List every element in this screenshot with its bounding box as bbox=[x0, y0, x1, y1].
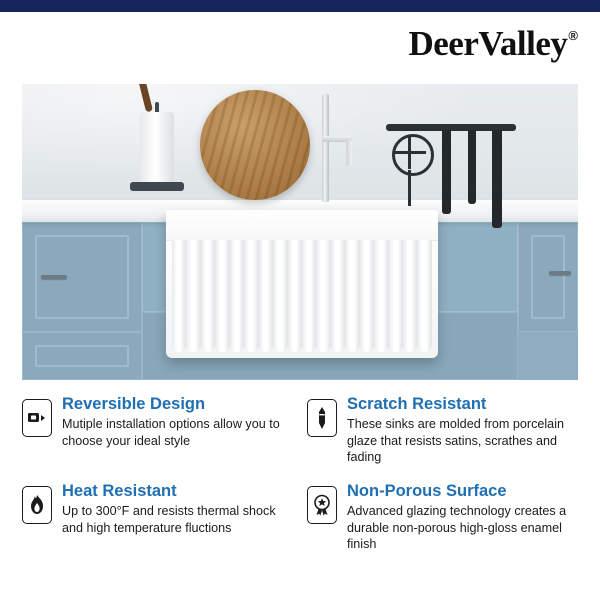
feature-title: Non-Porous Surface bbox=[347, 481, 507, 500]
feature-text bbox=[347, 395, 578, 466]
faucet-column bbox=[322, 94, 329, 202]
brand-logo bbox=[408, 26, 578, 61]
flute bbox=[273, 240, 287, 352]
feature-item-reversible-design bbox=[22, 395, 293, 466]
scratch-pen-glyph bbox=[308, 400, 336, 436]
brand-name-second: Valley bbox=[478, 24, 568, 63]
wood-grain-texture bbox=[200, 90, 310, 200]
feature-title: Heat Resistant bbox=[62, 481, 177, 500]
cabinet-panel-inset bbox=[531, 235, 565, 319]
reversible-panel-glyph bbox=[23, 400, 51, 436]
reversible-panel-icon bbox=[22, 399, 52, 437]
feature-list bbox=[22, 395, 578, 553]
flute bbox=[374, 240, 388, 352]
award-seal-svg bbox=[312, 493, 332, 517]
flute bbox=[172, 240, 186, 352]
hero-product-photo bbox=[22, 84, 578, 380]
feature-title: Scratch Resistant bbox=[347, 395, 487, 413]
brand-name bbox=[408, 26, 567, 61]
reversible-panel-svg bbox=[27, 410, 47, 426]
sink-fluted-apron bbox=[172, 240, 432, 352]
fluted-farmhouse-sink bbox=[166, 210, 438, 358]
cabinet-drawer-left-lower bbox=[22, 332, 142, 380]
cabinet-handle bbox=[41, 275, 67, 279]
feature-description: Mutiple installation options allow you to choose your ideal style bbox=[62, 417, 280, 448]
knife-icon bbox=[492, 130, 502, 228]
whisk-ring bbox=[392, 134, 434, 176]
cabinet-door-right bbox=[518, 222, 578, 332]
brand-name-first: Deer bbox=[408, 24, 479, 63]
award-seal-glyph bbox=[308, 487, 336, 523]
feature-item-scratch-resistant bbox=[307, 395, 578, 466]
flame-icon bbox=[22, 486, 52, 524]
flute bbox=[345, 240, 359, 352]
flute bbox=[360, 240, 374, 352]
flame-svg bbox=[28, 494, 46, 516]
feature-title: Reversible Design bbox=[62, 395, 206, 413]
whisk-wire bbox=[408, 137, 411, 169]
flute bbox=[244, 240, 258, 352]
flute bbox=[186, 240, 200, 352]
flute bbox=[403, 240, 417, 352]
feature-text bbox=[62, 482, 293, 536]
scratch-pen-icon bbox=[307, 399, 337, 437]
flute bbox=[259, 240, 273, 352]
flute bbox=[302, 240, 316, 352]
flute bbox=[288, 240, 302, 352]
whisk-handle bbox=[408, 170, 411, 206]
award-seal-icon bbox=[307, 486, 337, 524]
flute bbox=[331, 240, 345, 352]
scratch-pen-svg bbox=[315, 406, 329, 430]
top-accent-bar bbox=[0, 0, 600, 12]
flute bbox=[417, 240, 431, 352]
paper-towel-holder-base bbox=[130, 182, 184, 191]
feature-description: Advanced glazing technology creates a durable non-porous high-gloss enamel finish bbox=[347, 504, 567, 552]
flute bbox=[201, 240, 215, 352]
flute bbox=[316, 240, 330, 352]
flame-glyph bbox=[23, 487, 51, 523]
feature-text bbox=[347, 482, 578, 553]
feature-description: These sinks are molded from porcelain glaze that resists satins, scrathes and fading bbox=[347, 417, 564, 465]
round-wood-cutting-board-icon bbox=[200, 90, 310, 200]
cabinet-door-left-upper bbox=[22, 222, 142, 332]
faucet-spout bbox=[346, 140, 352, 166]
knife-icon bbox=[442, 130, 451, 214]
paper-towel-roll bbox=[140, 112, 174, 184]
cabinet-handle bbox=[549, 271, 571, 275]
feature-description: Up to 300°F and resists thermal shock and high temperature fluctions bbox=[62, 504, 276, 535]
flute bbox=[215, 240, 229, 352]
feature-text bbox=[62, 395, 293, 449]
whisk-icon bbox=[388, 130, 432, 174]
flute bbox=[230, 240, 244, 352]
knife-icon bbox=[468, 130, 476, 204]
cabinet-panel-inset bbox=[35, 345, 129, 367]
feature-item-non-porous-surface bbox=[307, 482, 578, 553]
feature-item-heat-resistant bbox=[22, 482, 293, 553]
registered-trademark-icon: ® bbox=[568, 28, 578, 43]
sink-rim bbox=[166, 210, 438, 241]
flute bbox=[389, 240, 403, 352]
